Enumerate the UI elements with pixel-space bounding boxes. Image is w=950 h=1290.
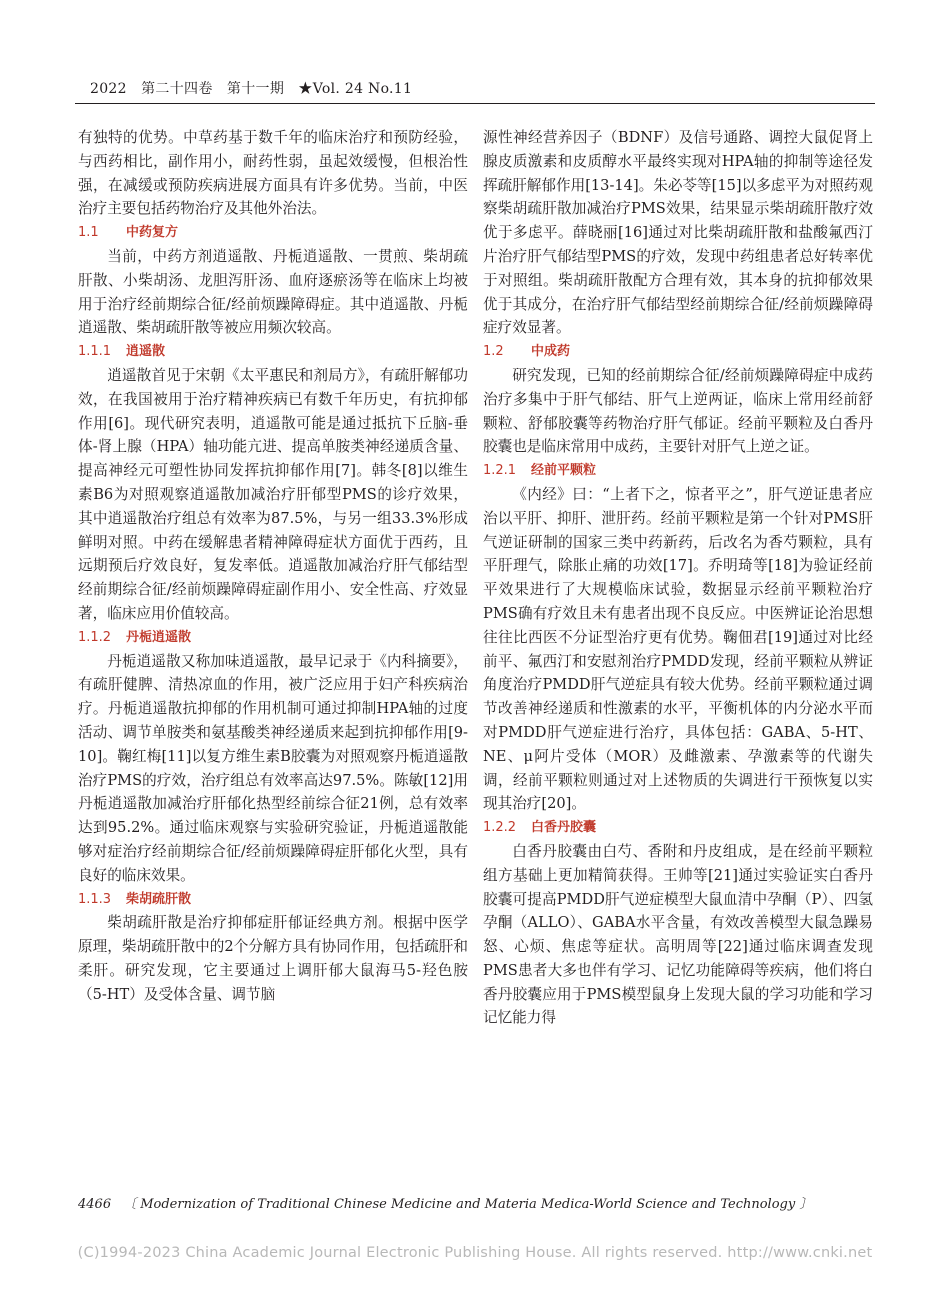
section-heading-1-2-2: 1.2.2 白香丹胶囊 [483, 820, 597, 836]
header-rule [75, 103, 875, 104]
page-footer [78, 1193, 812, 1212]
paragraph: 丹栀逍遥散又称加味逍遥散，最早记录于《内科摘要》，有疏肝健脾、清热凉血的作用，被广泛应用于妇产科疾病治疗。丹栀逍遥散抗抑郁的作用机制可通过抑制HPA轴的过度活动、调节单胺类和氨基酸类神经递质来起到抗抑郁作用[9-10]。鞠红梅[11]以复方维生素B胶囊为对照观察丹栀逍遥散治疗PMS的疗效，治疗组总有效率高达97.5%。陈敏[12]用丹栀逍遥散加减治疗肝郁化热型经前综合征21例，总有效率达到95.2%。通过临床观察与实验研究验证，丹栀逍遥散能够对症治疗经前期综合征/经前烦躁障碍症肝郁化火型，具有良好的临床效果。 [78, 652, 468, 884]
journal-name: 〔 Modernization of Traditional Chinese Medicine and Materia Medica-World Science and Technology 〕 [123, 1197, 813, 1212]
paragraph: 有独特的优势。中草药基于数千年的临床治疗和预防经验，与西药相比，副作用小，耐药性弱，虽起效缓慢，但根治性强，在减缓或预防疾病进展方面具有许多优势。当前，中医治疗主要包括药物治疗及其他外治法。 [78, 129, 468, 218]
paragraph: 源性神经营养因子（BDNF）及信号通路、调控大鼠促肾上腺皮质激素和皮质醇水平最终实现对HPA轴的抑制等途径发挥疏肝解郁作用[13-14]。朱必苓等[15]以多虑平为对照药观察柴胡疏肝散加减治疗PMS效果，结果显示柴胡疏肝散疗效优于多虑平。薛晓丽[16]通过对比柴胡疏肝散和盐酸氟西汀片治疗肝气郁结型PMS的疗效，发现中药组患者总好转率优于对照组。柴胡疏肝散配方合理有效，其本身的抗抑郁效果优于其成分，在治疗肝气郁结型经前期综合征/经前烦躁障碍症疗效显著。 [483, 129, 873, 337]
section-heading-1-1-3: 1.1.3 柴胡疏肝散 [78, 891, 192, 907]
right-column [483, 126, 873, 1030]
copyright-watermark: (C)1994-2023 China Academic Journal Electronic Publishing House. All rights reserved. http://www.cnki.net [77, 1245, 873, 1261]
section-heading-1-1-2: 1.1.2 丹栀逍遥散 [78, 629, 192, 645]
paragraph: 当前，中药方剂逍遥散、丹栀逍遥散、一贯煎、柴胡疏肝散、小柴胡汤、龙胆泻肝汤、血府逐瘀汤等在临床上均被用于治疗经前期综合征/经前烦躁障碍症。其中逍遥散、丹栀逍遥散、柴胡疏肝散等被应用频次较高。 [78, 247, 468, 337]
paragraph: 逍遥散首见于宋朝《太平惠民和剂局方》，有疏肝解郁功效，在我国被用于治疗精神疾病已有数千年历史，有抗抑郁作用[6]。现代研究表明，逍遥散可能是通过抵抗下丘脑-垂体-肾上腺（HPA）轴功能亢进、提高单胺类神经递质含量、提高神经元可塑性协同发挥抗抑郁作用[7]。韩冬[8]以维生素B6为对照观察逍遥散加减治疗肝郁型PMS的诊疗效果，其中逍遥散治疗组总有效率为87.5%，与另一组33.3%形成鲜明对照。中药在缓解患者精神障碍症状方面优于西药，且远期预后疗效良好，复发率低。逍遥散加减治疗肝气郁结型经前期综合征/经前烦躁障碍症副作用小、安全性高、疗效显著，临床应用价值较高。 [78, 366, 468, 622]
left-column [78, 126, 468, 1006]
page-number: 4466 [78, 1197, 112, 1212]
paragraph: 研究发现，已知的经前期综合征/经前烦躁障碍症中成药治疗多集中于肝气郁结、肝气上逆两证，临床上常用经前舒颗粒、舒郁胶囊等药物治疗肝气郁证。经前平颗粒及白香丹胶囊也是临床常用中成药，主要针对肝气上逆之证。 [483, 366, 873, 456]
section-heading-1-2-1: 1.2.1 经前平颗粒 [483, 463, 597, 479]
section-heading-1-1-1: 1.1.1 逍遥散 [78, 344, 166, 360]
section-heading-1-1: 1.1 中药复方 [78, 225, 179, 241]
paragraph: 柴胡疏肝散是治疗抑郁症肝郁证经典方剂。根据中医学原理，柴胡疏肝散中的2个分解方具有协同作用，包括疏肝和柔肝。研究发现，它主要通过上调肝郁大鼠海马5-羟色胺（5-HT）及受体含量、调节脑 [78, 914, 468, 1003]
paragraph: 《内经》曰：“上者下之，惊者平之”，肝气逆证患者应治以平肝、抑肝、泄肝药。经前平颗粒是第一个针对PMS肝气逆证研制的国家三类中药新药，后改名为香芍颗粒，具有平肝理气，除胀止痛的功效[17]。乔明琦等[18]为验证经前平效果进行了大规模临床试验，数据显示经前平颗粒治疗PMS确有疗效且未有患者出现不良反应。中医辨证论治思想往往比西医不分证型治疗更有优势。鞠佃君[19]通过对比经前平、氟西汀和安慰剂治疗PMDD发现，经前平颗粒从辨证角度治疗PMDD肝气逆症具有较大优势。经前平颗粒通过调节改善神经递质和性激素的水平，平衡机体的内分泌水平而对PMDD肝气逆症进行治疗，具体包括：GABA、5-HT、NE、μ阿片受体（MOR）及雌激素、孕激素等的代谢失调，经前平颗粒则通过对上述物质的失调进行干预恢复以实现其治疗[20]。 [483, 485, 873, 813]
running-header: 2022 第二十四卷 第十一期 ★Vol. 24 No.11 [90, 81, 413, 97]
section-heading-1-2: 1.2 中成药 [483, 344, 571, 360]
paragraph: 白香丹胶囊由白芍、香附和丹皮组成，是在经前平颗粒组方基础上更加精简获得。王帅等[21]通过实验证实白香丹胶囊可提高PMDD肝气逆症模型大鼠血清中孕酮（P）、四氢孕酮（ALLO）、GABA水平含量，有效改善模型大鼠急躁易怒、心烦、焦虑等症状。高明周等[22]通过临床调查发现PMS患者大多也伴有学习、记忆功能障碍等疾病，他们将白香丹胶囊应用于PMS模型鼠身上发现大鼠的学习功能和学习记忆能力得 [483, 842, 873, 1027]
